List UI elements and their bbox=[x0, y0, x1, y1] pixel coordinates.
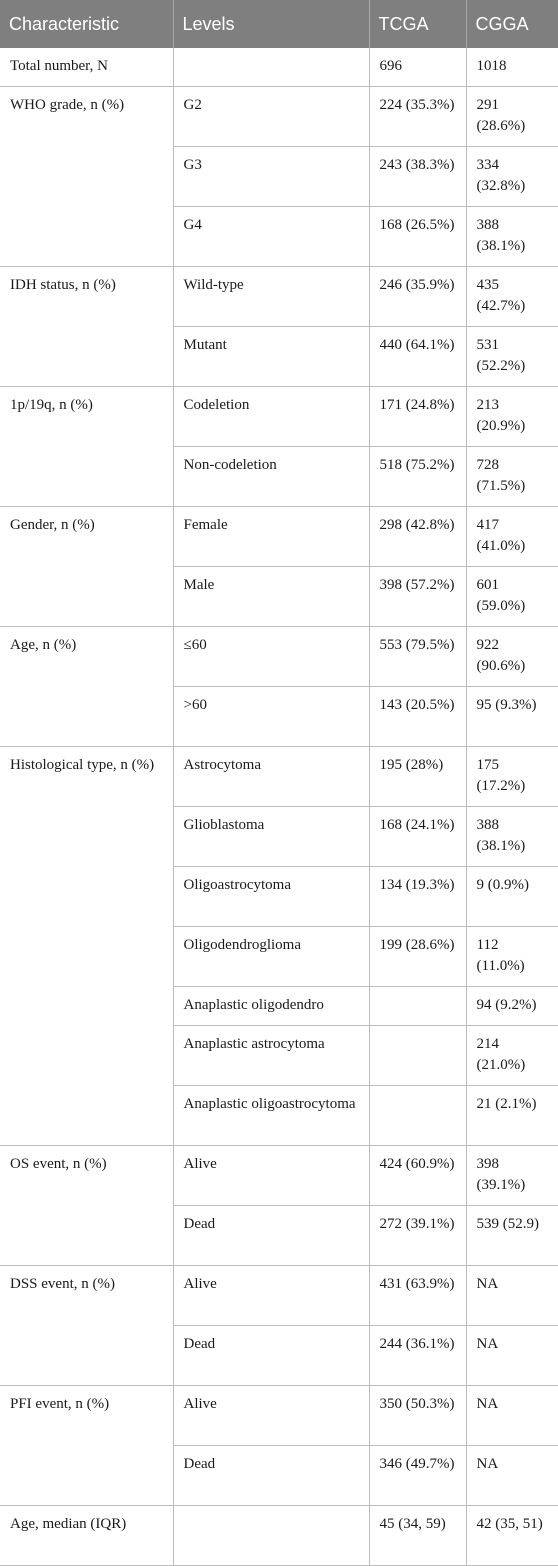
header-row bbox=[0, 0, 558, 48]
tcga-cell: 431 (63.9%) bbox=[369, 1266, 466, 1326]
tcga-cell: 134 (19.3%) bbox=[369, 867, 466, 927]
level-cell bbox=[173, 1506, 369, 1566]
cgga-cell: 94 (9.2%) bbox=[466, 987, 558, 1026]
cgga-cell: NA bbox=[466, 1446, 558, 1506]
tcga-cell: 243 (38.3%) bbox=[369, 147, 466, 207]
table-row bbox=[0, 1266, 558, 1326]
level-cell: Dead bbox=[173, 1446, 369, 1506]
tcga-cell: 246 (35.9%) bbox=[369, 267, 466, 327]
level-cell: G4 bbox=[173, 207, 369, 267]
cgga-cell: 388 (38.1%) bbox=[466, 207, 558, 267]
characteristic-cell: PFI event, n (%) bbox=[0, 1386, 173, 1506]
table-row bbox=[0, 1386, 558, 1446]
level-cell: Glioblastoma bbox=[173, 807, 369, 867]
cgga-cell: 175 (17.2%) bbox=[466, 747, 558, 807]
cgga-cell: 417 (41.0%) bbox=[466, 507, 558, 567]
level-cell: G2 bbox=[173, 87, 369, 147]
cgga-cell: 728 (71.5%) bbox=[466, 447, 558, 507]
tcga-cell: 346 (49.7%) bbox=[369, 1446, 466, 1506]
tcga-cell: 298 (42.8%) bbox=[369, 507, 466, 567]
cgga-cell: 42 (35, 51) bbox=[466, 1506, 558, 1566]
level-cell: Dead bbox=[173, 1206, 369, 1266]
cgga-cell: 435 (42.7%) bbox=[466, 267, 558, 327]
cgga-cell: NA bbox=[466, 1386, 558, 1446]
header-cgga: CGGA bbox=[466, 0, 558, 48]
characteristic-cell: Age, n (%) bbox=[0, 627, 173, 747]
tcga-cell: 168 (26.5%) bbox=[369, 207, 466, 267]
tcga-cell: 518 (75.2%) bbox=[369, 447, 466, 507]
level-cell: ≤60 bbox=[173, 627, 369, 687]
level-cell: Wild-type bbox=[173, 267, 369, 327]
tcga-cell: 440 (64.1%) bbox=[369, 327, 466, 387]
header-tcga: TCGA bbox=[369, 0, 466, 48]
cgga-cell: 539 (52.9) bbox=[466, 1206, 558, 1266]
level-cell: >60 bbox=[173, 687, 369, 747]
tcga-cell: 424 (60.9%) bbox=[369, 1146, 466, 1206]
characteristic-cell: Age, median (IQR) bbox=[0, 1506, 173, 1566]
cgga-cell: 9 (0.9%) bbox=[466, 867, 558, 927]
characteristic-cell: WHO grade, n (%) bbox=[0, 87, 173, 267]
level-cell: Oligoastrocytoma bbox=[173, 867, 369, 927]
header-levels: Levels bbox=[173, 0, 369, 48]
level-cell: Mutant bbox=[173, 327, 369, 387]
cgga-cell: 531 (52.2%) bbox=[466, 327, 558, 387]
level-cell: Oligodendroglioma bbox=[173, 927, 369, 987]
level-cell: Male bbox=[173, 567, 369, 627]
tcga-cell: 244 (36.1%) bbox=[369, 1326, 466, 1386]
tcga-cell: 224 (35.3%) bbox=[369, 87, 466, 147]
tcga-cell bbox=[369, 1026, 466, 1086]
tcga-cell: 553 (79.5%) bbox=[369, 627, 466, 687]
table-body bbox=[0, 48, 558, 1566]
cgga-cell: 601 (59.0%) bbox=[466, 567, 558, 627]
cgga-cell: 1018 bbox=[466, 48, 558, 87]
table-row bbox=[0, 1506, 558, 1566]
level-cell: Anaplastic oligodendro bbox=[173, 987, 369, 1026]
level-cell bbox=[173, 48, 369, 87]
characteristic-cell: 1p/19q, n (%) bbox=[0, 387, 173, 507]
table-row bbox=[0, 507, 558, 567]
level-cell: Codeletion bbox=[173, 387, 369, 447]
tcga-cell: 272 (39.1%) bbox=[369, 1206, 466, 1266]
cgga-cell: 922 (90.6%) bbox=[466, 627, 558, 687]
tcga-cell: 199 (28.6%) bbox=[369, 927, 466, 987]
cgga-cell: 21 (2.1%) bbox=[466, 1086, 558, 1146]
table-row bbox=[0, 267, 558, 327]
level-cell: Alive bbox=[173, 1146, 369, 1206]
tcga-cell: 168 (24.1%) bbox=[369, 807, 466, 867]
characteristic-cell: OS event, n (%) bbox=[0, 1146, 173, 1266]
table-row bbox=[0, 627, 558, 687]
cgga-cell: 213 (20.9%) bbox=[466, 387, 558, 447]
tcga-cell bbox=[369, 1086, 466, 1146]
cgga-cell: NA bbox=[466, 1266, 558, 1326]
table-row bbox=[0, 747, 558, 807]
cgga-cell: 334 (32.8%) bbox=[466, 147, 558, 207]
cgga-cell: 95 (9.3%) bbox=[466, 687, 558, 747]
characteristic-cell: Histological type, n (%) bbox=[0, 747, 173, 1146]
characteristic-cell: Gender, n (%) bbox=[0, 507, 173, 627]
table-header bbox=[0, 0, 558, 48]
level-cell: G3 bbox=[173, 147, 369, 207]
tcga-cell: 398 (57.2%) bbox=[369, 567, 466, 627]
tcga-cell: 350 (50.3%) bbox=[369, 1386, 466, 1446]
level-cell: Female bbox=[173, 507, 369, 567]
level-cell: Alive bbox=[173, 1266, 369, 1326]
table-row bbox=[0, 48, 558, 87]
level-cell: Astrocytoma bbox=[173, 747, 369, 807]
cgga-cell: 291 (28.6%) bbox=[466, 87, 558, 147]
tcga-cell: 696 bbox=[369, 48, 466, 87]
level-cell: Non-codeletion bbox=[173, 447, 369, 507]
tcga-cell bbox=[369, 987, 466, 1026]
header-characteristic: Characteristic bbox=[0, 0, 173, 48]
table-row bbox=[0, 87, 558, 147]
level-cell: Anaplastic oligoastrocytoma bbox=[173, 1086, 369, 1146]
level-cell: Alive bbox=[173, 1386, 369, 1446]
cgga-cell: NA bbox=[466, 1326, 558, 1386]
characteristic-cell: DSS event, n (%) bbox=[0, 1266, 173, 1386]
tcga-cell: 195 (28%) bbox=[369, 747, 466, 807]
cgga-cell: 214 (21.0%) bbox=[466, 1026, 558, 1086]
tcga-cell: 171 (24.8%) bbox=[369, 387, 466, 447]
cgga-cell: 388 (38.1%) bbox=[466, 807, 558, 867]
cgga-cell: 398 (39.1%) bbox=[466, 1146, 558, 1206]
characteristic-cell: IDH status, n (%) bbox=[0, 267, 173, 387]
cgga-cell: 112 (11.0%) bbox=[466, 927, 558, 987]
level-cell: Anaplastic astrocytoma bbox=[173, 1026, 369, 1086]
level-cell: Dead bbox=[173, 1326, 369, 1386]
table-row bbox=[0, 1146, 558, 1206]
tcga-cell: 143 (20.5%) bbox=[369, 687, 466, 747]
table-row bbox=[0, 387, 558, 447]
characteristic-cell: Total number, N bbox=[0, 48, 173, 87]
tcga-cell: 45 (34, 59) bbox=[369, 1506, 466, 1566]
